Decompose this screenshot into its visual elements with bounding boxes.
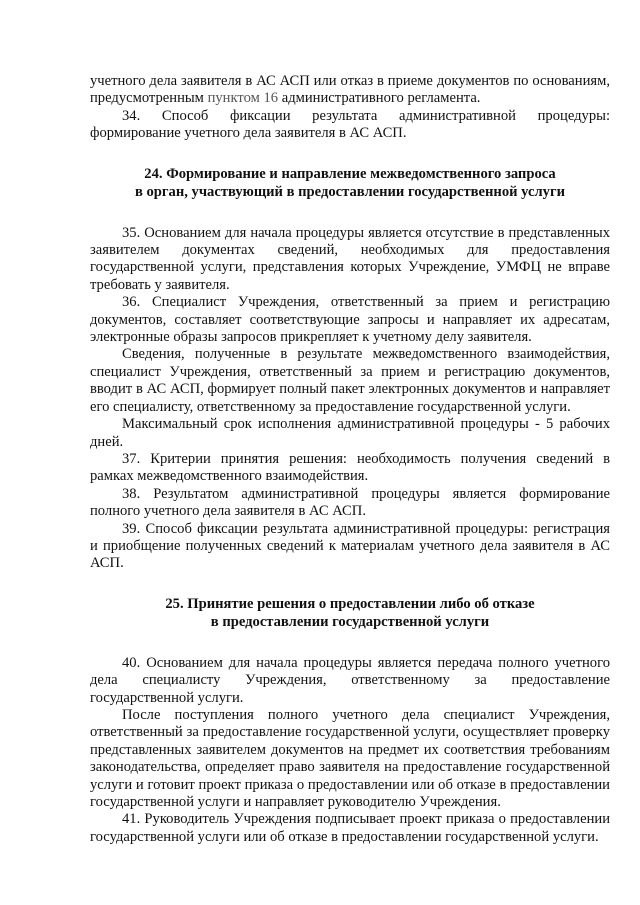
paragraph-37: 37. Критерии принятия решения: необходимость получения сведений в рамках межведомственного взаимодействия. [90,450,610,485]
section-24-heading-line1: 24. Формирование и направление межведомственного запроса [144,165,556,182]
paragraph-40: 40. Основанием для начала процедуры является передача полного учетного дела специалисту Учреждения, ответственному за предоставление государственной услуги. [90,654,610,706]
paragraph-36-received-info: Сведения, полученные в результате межведомственного взаимодействия, специалист Учреждения, ответственный за прием и регистрацию документов, вводит в АС АСП, формирует полный пакет электронных документов и направляет его специалисту, ответственному за предоставление государственной услуги. [90,346,610,415]
paragraph-36-max-term: Максимальный срок исполнения административной процедуры - 5 рабочих дней. [90,416,610,450]
section-25-heading-line1: 25. Принятие решения о предоставлении либо об отказе [165,595,535,612]
paragraph-38: 38. Результатом административной процедуры является формирование полного учетного дела заявителя в АС АСП. [90,485,610,520]
clause-16-link[interactable]: пунктом 16 [207,90,279,107]
paragraph-40-check: После поступления полного учетного дела специалист Учреждения, ответственный за предоставление государственной услуги, осуществляет проверку представленных заявителем документов на предмет их соответствия требованиям законодательства, определяет право заявителя на предоставление государственной услуги и готовит проект приказа о предоставлении или об отказе в предоставлении государственной услуги и направляет руководителю Учреждения. [90,706,610,810]
paragraph-41: 41. Руководитель Учреждения подписывает проект приказа о предоставлении государственной услуги или об отказе в предоставлении государственной услуги. [90,811,610,845]
paragraph-36: 36. Специалист Учреждения, ответственный за прием и регистрацию документов, составляет соответствующие запросы и направляет их адресатам, электронные образы запросов прикрепляет к учетному делу заявителя. [90,294,610,346]
intro-text-a: учетного дела заявителя в АС АСП или отказ в приеме документов по основаниям, предусмотренным [90,73,610,107]
paragraph-35: 35. Основанием для начала процедуры является отсутствие в представленных заявителем документах сведений, необходимых для предоставления государственной услуги, представления которых Учреждение, УМФЦ не вправе требовать у заявителя. [90,224,610,293]
intro-text-b: административного регламента. [278,90,481,107]
section-24-heading-line2: в орган, участвующий в предоставлении государственной услуги [134,183,566,200]
paragraph-39: 39. Способ фиксации результата административной процедуры: регистрация и приобщение полученных сведений к материалам учетного дела заявителя в АС АСП. [90,520,610,572]
section-25-heading-line2: в предоставлении государственной услуги [210,613,490,630]
paragraph-34: 34. Способ фиксации результата административной процедуры: формирование учетного дела заявителя в АС АСП. [90,107,610,142]
document-page [90,73,610,846]
paragraph-intro [90,73,610,108]
